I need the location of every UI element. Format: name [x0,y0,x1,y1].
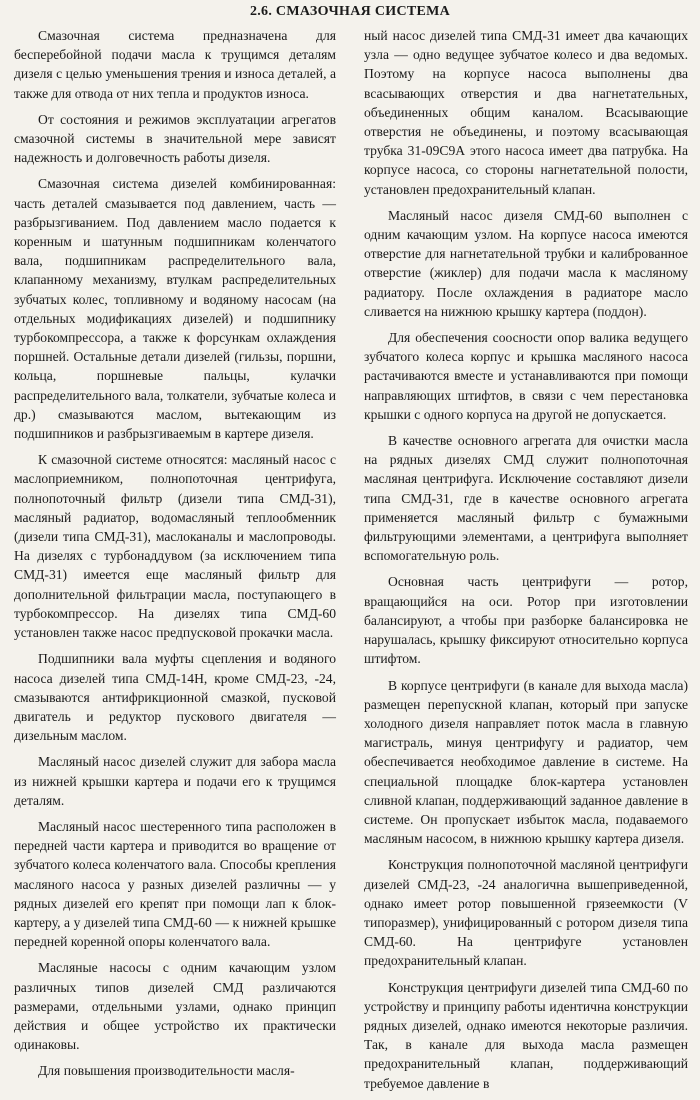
paragraph: Смазочная система предназначена для бесперебойной подачи масла к трущимся деталям дизеля с целью уменьшения трения и износа деталей, а также для отвода от них тепла и продуктов износа. [14,28,336,101]
paragraph: От состояния и режимов эксплуатации агрегатов смазочной системы в значительной мере зависят надежность и долговечность работы дизеля. [14,111,336,166]
paragraph: Масляный насос шестеренного типа расположен в передней части картера и приводится во вращение от зубчатого колеса коленчатого вала. Способы крепления масляного насоса у разных дизелей различны — у рядных дизелей его крепят при помощи лап к блок-картеру, а у дизелей типа СМД-60 — к нижней крышке передней коренной опоры коленчатого вала. [14,818,336,950]
left-column [14,26,336,1088]
paragraph: В корпусе центрифуги (в канале для выхода масла) размещен перепускной клапан, который при запуске холодного дизеля направляет поток масла в главную магистраль, минуя центрифугу и радиатор, чем обеспечивается необходимое давление в системе. На специальной площадке блок-картера установлен сливной клапан, поддерживающий заданное давление в системе. Он пропускает избыток масла, подаваемого масляным насосом, в нижнюю крышку картера дизеля. [364,677,688,847]
paragraph: Смазочная система дизелей комбинированная: часть деталей смазывается под давлением, часть — разбрызгиванием. Под давлением масло подается к коренным и шатунным подшипникам коленчатого вала, подшипникам распределительного вала, клапанному механизму, втулкам распределительных зубчатых колес, топливному и водяному насосам (на отдельных модификациях дизелей) и подшипнику турбокомпрессора, а также к форсункам охлаждения поршней. Остальные детали дизелей (гильзы, поршни, кольца, поршневые пальцы, кулачки распределительного вала, толкатели, зубчатые колеса и др.) смазываются маслом, вытекающим из подшипников и разбрызгиваемым в картере дизеля. [14,176,336,442]
paragraph: Конструкция полнопоточной масляной центрифуги дизелей СМД-23, -24 аналогична вышеприведенной, однако имеет ротор повышенной грязеемкости (V типоразмер), унифицированный с ротором дизеля типа СМД-60. На центрифуге установлен предохранительный клапан. [364,857,688,969]
right-column [364,26,688,1100]
paragraph: Основная часть центрифуги — ротор, вращающийся на оси. Ротор при изготовлении балансируют, а чтобы при разборке балансировка не нарушалась, крышку фиксируют относительно корпуса штифтом. [364,574,688,667]
paragraph-continued: ный насос дизелей типа СМД-31 имеет два качающих узла — одно ведущее зубчатое колесо и два ведомых. Поэтому на корпусе насоса выполнены два всасывающих отверстия и два нагнетательных, объединенных общим каналом. Всасывающие отверстия не объединены, и поэтому всасывающая трубка 31-09С9А этого насоса имеет два патрубка. На корпусе насоса, со стороны нагнетательной полости, установлен предохранительный клапан. [364,28,688,197]
paragraph: Масляный насос дизеля СМД-60 выполнен с одним качающим узлом. На корпусе насоса имеются отверстие для нагнетательной трубки и калиброванное отверстие (жиклер) для подачи масла к масляному радиатору. После охлаждения в радиаторе масло сливается на нижнюю крышку картера (поддон). [364,207,688,319]
paragraph: Конструкция центрифуги дизелей типа СМД-60 по устройству и принципу работы идентична конструкции рядных дизелей, однако имеются некоторые различия. Так, в канале для выхода масла размещен предохранительный клапан, поддерживающий требуемое давление в [364,979,688,1091]
section-title: 2.6. СМАЗОЧНАЯ СИСТЕМА [249,4,451,19]
paragraph: Масляные насосы с одним качающим узлом различных типов дизелей СМД различаются размерами, отдельными узлами, однако принцип действия и общее устройство их практически одинаковы. [14,960,336,1053]
paragraph: К смазочной системе относятся: масляный насос с маслоприемником, полнопоточная центрифуга, полнопоточный фильтр (дизели типа СМД-31), масляный радиатор, водомасляный теплообменник (дизели типа СМД-31), маслоканалы и маслопроводы. На дизелях с турбонаддувом (за исключением типа СМД-31) имеется еще масляный фильтр для дополнительной фильтрации масла, поступающего в турбокомпрессор. На дизелях типа СМД-60 установлен также насос предпусковой прокачки масла. [14,452,336,641]
paragraph: Подшипники вала муфты сцепления и водяного насоса дизелей типа СМД-14Н, кроме СМД-23, -24, смазываются антифрикционной смазкой, пусковой двигатель и редуктор пускового двигателя — дизельным маслом. [14,651,336,744]
paragraph: Для обеспечения соосности опор валика ведущего зубчатого колеса корпус и крышка масляного насоса растачиваются вместе и устанавливаются при помощи направляющих штифтов, в связи с чем перестановка крышки с одного корпуса на другой не допускается. [364,330,688,422]
paragraph: Масляный насос дизелей служит для забора масла из нижней крышки картера и подачи его к трущимся деталям. [14,754,336,808]
paragraph: В качестве основного агрегата для очистки масла на рядных дизелях СМД служит полнопоточная масляная центрифуга. Исключение составляют дизели типа СМД-31, где в качестве основного агрегата применяется масляный фильтр с бумажными фильтрующими элементами, а центрифуга выполняет вспомогательную роль. [364,433,688,564]
paragraph: Для повышения производительности масля- [38,1063,295,1079]
